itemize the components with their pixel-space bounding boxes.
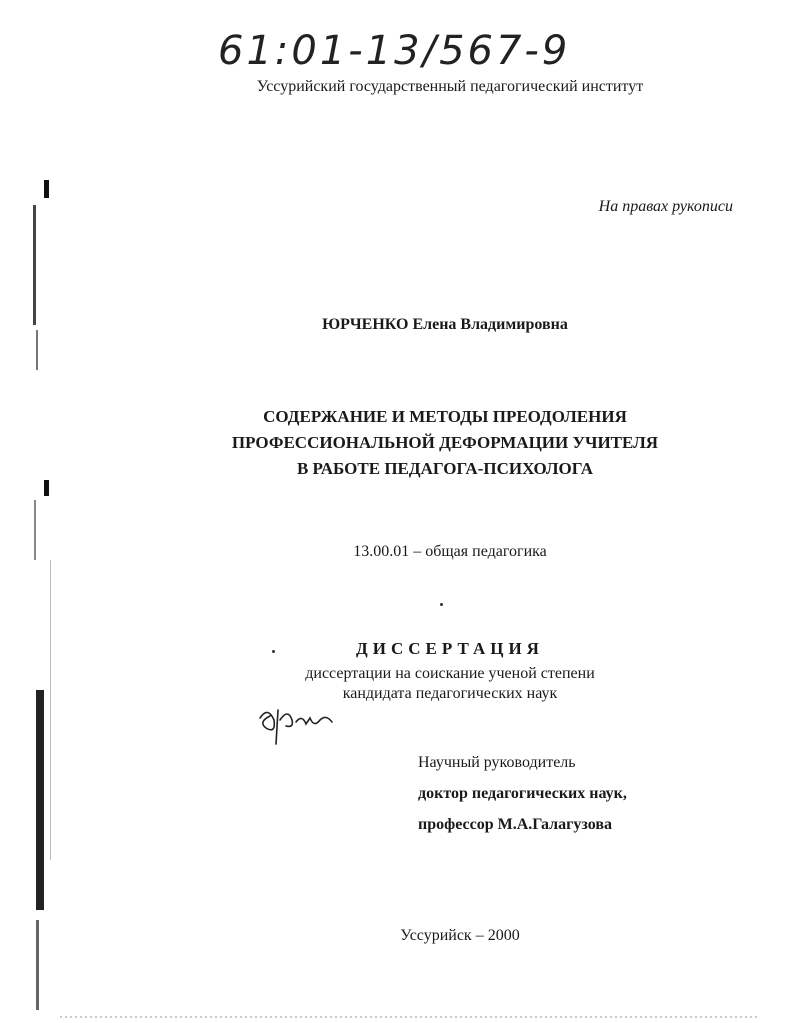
scan-edge-marks xyxy=(0,0,60,1023)
dissertation-heading: ДИССЕРТАЦИЯ xyxy=(356,639,544,658)
manuscript-rights-note: На правах рукописи xyxy=(598,198,733,215)
dissertation-title xyxy=(190,404,700,482)
svg-text:61:01-13/567-9: 61:01-13/567-9 xyxy=(218,28,570,74)
institution-name: Уссурийский государственный педагогический институт xyxy=(256,78,644,95)
author-name: ЮРЧЕНКО Елена Владимировна xyxy=(322,316,568,333)
specialty-code: 13.00.01 – общая педагогика xyxy=(353,543,547,560)
title-line: СОДЕРЖАНИЕ И МЕТОДЫ ПРЕОДОЛЕНИЯ xyxy=(263,407,627,426)
supervisor-name: профессор М.А.Галагузова xyxy=(418,816,612,833)
subtitle-line: кандидата педагогических наук xyxy=(342,685,558,702)
scan-bottom-edge xyxy=(60,1014,760,1020)
city-year: Уссурийск – 2000 xyxy=(400,927,520,944)
handwritten-signature xyxy=(248,700,338,750)
title-line: ПРОФЕССИОНАЛЬНОЙ ДЕФОРМАЦИИ УЧИТЕЛЯ xyxy=(231,433,659,452)
supervisor-label: Научный руководитель xyxy=(418,754,576,771)
dissertation-subtitle xyxy=(220,664,680,704)
title-line: В РАБОТЕ ПЕДАГОГА-ПСИХОЛОГА xyxy=(296,459,594,478)
subtitle-line: диссертации на соискание ученой степени xyxy=(305,665,595,682)
supervisor-block xyxy=(418,747,627,840)
supervisor-degree: доктор педагогических наук, xyxy=(418,785,627,802)
handwritten-stamp-number xyxy=(210,12,570,82)
scan-speck xyxy=(440,603,443,606)
